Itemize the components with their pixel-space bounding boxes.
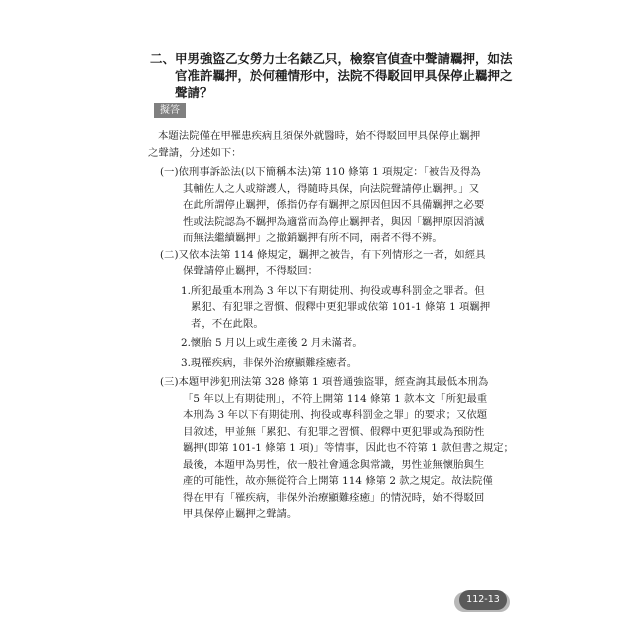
answer-badge: 擬答 — [154, 103, 186, 118]
section-3-line: 甲具保停止羈押之聲請。 — [183, 508, 298, 520]
section-2-line: (二)又依本法第 114 條規定，羈押之被告，有下列情形之一者，如經具 — [160, 248, 486, 261]
section-3-line: 羈押(即第 101-1 條第 1 項)」等情事，因此也不符第 1 款但書之規定； — [183, 442, 514, 454]
answer-body — [148, 128, 514, 523]
section-2-line: 保聲請停止羈押，不得駁回： — [183, 265, 319, 277]
section-3-line: 最後，本題甲為男性，依一般社會通念與常識，男性並無懷胎與生 — [183, 458, 485, 471]
section-1-line: 性或法院認為不羈押為適當而為停止羈押者，與因「羈押原因消滅 — [183, 215, 485, 228]
sub-item-1-line: 1.所犯最重本刑為 3 年以下有期徒刑、拘役或專科罰金之罪者。但 — [181, 284, 485, 297]
section-1-line: (一)依刑事訴訟法(以下簡稱本法)第 110 條第 1 項規定：「被告及得為 — [160, 166, 481, 178]
section-3-line: 得在甲有「罹疾病，非保外治療顯難痊癒」的情況時，始不得駁回 — [183, 491, 485, 504]
page-number: 112-13 — [459, 590, 507, 610]
exam-question — [150, 50, 530, 101]
section-3-line: 產的可能性，故亦無從符合上開第 114 條第 2 款之規定。故法院僅 — [183, 475, 493, 487]
section-3-line: 本刑為 3 年以下有期徒刑、拘役或專科罰金之罪」的要求；又依題 — [183, 409, 488, 421]
intro-line: 本題法院僅在甲罹患疾病且須保外就醫時，始不得駁回甲具保停止羈押 — [158, 130, 481, 142]
question-line: 聲請？ — [175, 85, 213, 100]
question-line: 官准許羈押，於何種情形中，法院不得駁回甲具保停止羈押之 — [175, 68, 513, 83]
section-1-line: 其輔佐人之人或辯護人，得隨時具保，向法院聲請停止羈押。」又 — [183, 182, 480, 195]
sub-item-3-line: 3.現罹疾病，非保外治療顯難痊癒者。 — [181, 356, 358, 369]
sub-item-1-line: 者，不在此限。 — [191, 317, 264, 330]
sub-item-2-line: 2.懷胎 5 月以上或生產後 2 月未滿者。 — [181, 337, 363, 349]
sub-item-1-line: 累犯、有犯罪之習慣、假釋中更犯罪或依第 101-1 條第 1 項羈押 — [191, 301, 491, 313]
section-1-line: 而無法繼續羈押」之撤銷羈押有所不同，兩者不得不辨。 — [183, 232, 443, 244]
section-3-line: (三)本題甲涉犯刑法第 328 條第 1 項普通強盜罪，經查詢其最低本刑為 — [160, 376, 489, 388]
section-1-line: 在此所謂停止羈押，係指仍存有羈押之原因但因不具備羈押之必要 — [183, 199, 485, 211]
intro-line: 之聲請，分述如下： — [148, 146, 242, 159]
section-3-line: 目敘述，甲並無「累犯、有犯罪之習慣、假釋中更犯罪或為預防性 — [183, 425, 485, 438]
question-line: 二、甲男強盜乙女勞力士名錶乙只，檢察官偵查中聲請羈押，如法 — [150, 51, 513, 66]
section-3-line: 「5 年以上有期徒刑」，不符上開第 114 條第 1 款本文「所犯最重 — [183, 392, 488, 405]
